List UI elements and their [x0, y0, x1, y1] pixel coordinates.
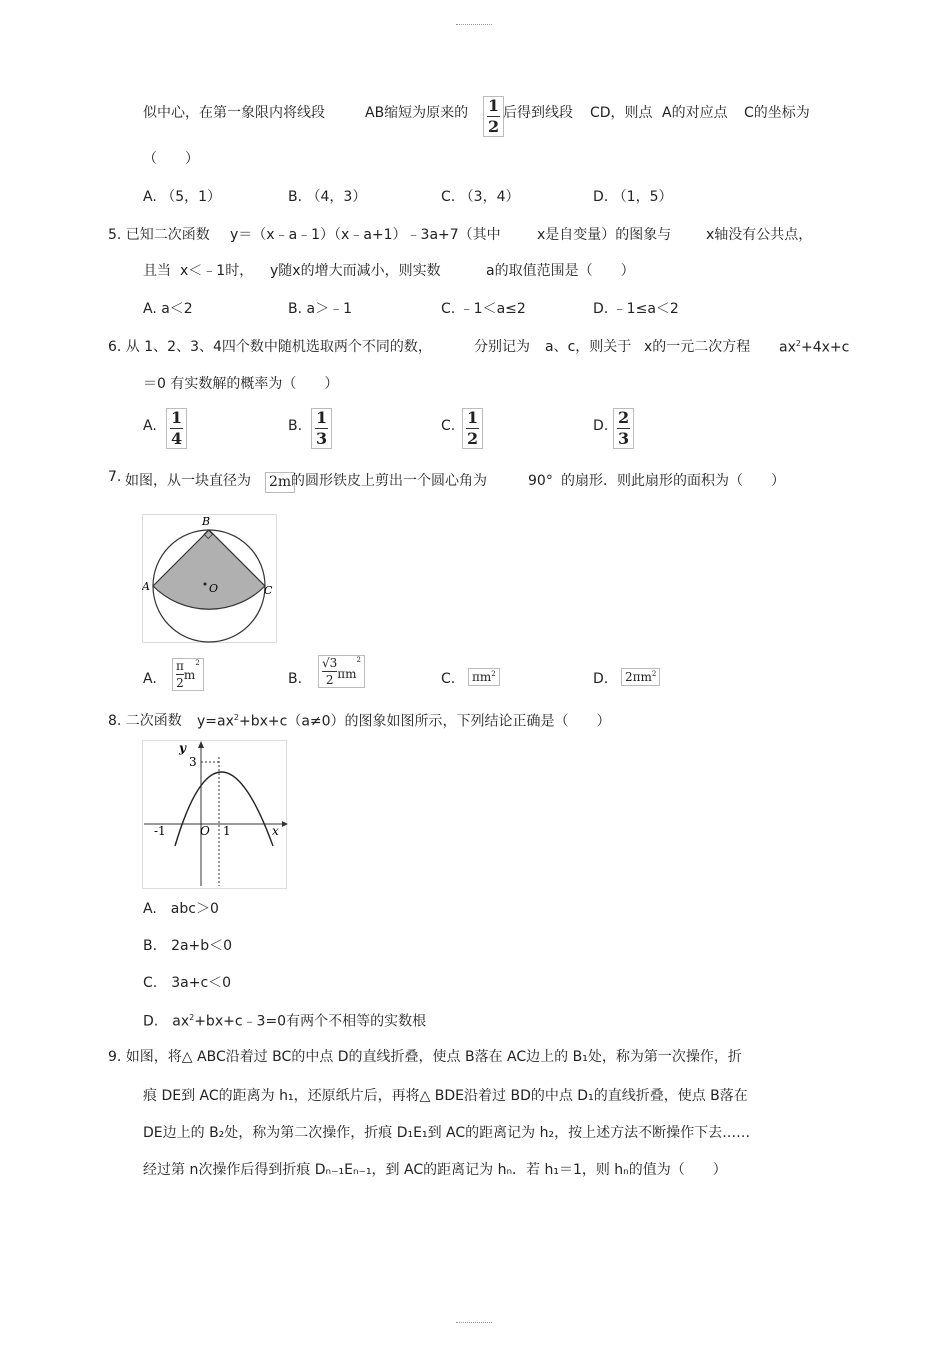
q4-half-num: 1 [488, 96, 500, 115]
q5-option-c: C. ﹣1＜a≤2 [441, 301, 526, 317]
q9-line2: 痕 DE到 AC的距离为 h₁，还原纸片后，再将△ BDE沿着过 BD的中点 D₁的直线折叠，使点 B落在 [143, 1088, 748, 1104]
q9-line1: 9. 如图，将△ ABC沿着过 BC的中点 D的直线折叠，使点 B落在 AC边上的 B₁处，称为第一次操作，折 [108, 1049, 742, 1065]
q7-option-c-sup: 2 [491, 670, 496, 678]
q7-option-a-label: A. [143, 671, 157, 687]
q6-line1-d: x的一元二次方程 [644, 339, 751, 355]
q8-label-one: 1 [223, 824, 231, 838]
q4-line1-b: AB缩短为原来的 [365, 105, 469, 121]
q8-line-a: 8. 二次函数 [108, 713, 182, 729]
q5-line2-c: y随x的增大而减小，则实数 [270, 263, 441, 279]
q6-option-b-label: B. [288, 418, 303, 434]
q8-option-a [143, 902, 219, 916]
footer-dots [456, 1322, 492, 1323]
q7-option-c-value [468, 668, 500, 686]
q6-option-d-den: 3 [618, 429, 630, 448]
q8-option-b [143, 939, 232, 953]
q8-line-b-pre: y=ax [197, 713, 234, 730]
q8-option-c-label: C. [143, 975, 158, 991]
q7-option-b-sup: 2 [356, 656, 362, 664]
q5-option-b: B. a＞﹣1 [288, 301, 352, 317]
q7-number: 7. [108, 469, 122, 485]
q7-option-b-num: √3 [322, 656, 338, 670]
q7-label-b: B [202, 515, 211, 528]
q6-eq-pre: ax [779, 339, 796, 356]
q7-line-c: 的扇形．则此扇形的面积为（ ） [561, 473, 785, 489]
q5-line2-a: 且当 [143, 263, 171, 279]
q5-line2-b: x＜﹣1时， [180, 263, 254, 279]
q6-eq-sup: 2 [795, 339, 801, 348]
q4-line1-c: 后得到线段 [503, 105, 573, 121]
q8-parabola-graph [142, 740, 288, 890]
q4-option-d: D. （1，5） [593, 189, 673, 205]
q8-option-b-text: 2a+b＜0 [171, 938, 233, 954]
q8-line-b-sup: 2 [233, 713, 239, 722]
q7-option-d-label: D. [593, 671, 609, 687]
header-dots [456, 24, 492, 25]
q8-option-a-text: abc＞0 [170, 901, 219, 917]
q7-option-b-value [318, 655, 365, 688]
q6-option-a-num: 1 [171, 408, 183, 427]
q7-option-a-unit: m [183, 668, 196, 682]
q7-label-c: C [264, 584, 273, 597]
q5-option-a: A. a＜2 [143, 301, 193, 317]
q6-line1-c: a、c，则关于 [545, 339, 632, 355]
q8-option-c [143, 976, 231, 990]
q7-label-a: A [142, 580, 150, 593]
q6-line2: ＝0 有实数解的概率为（ ） [143, 376, 339, 392]
q8-label-o: O [200, 824, 210, 838]
q7-option-d-text: 2πm [625, 670, 652, 684]
q7-option-b-den: 2 [325, 673, 334, 687]
q7-angle: 90° [528, 473, 553, 489]
q4-half-den: 2 [488, 117, 500, 136]
q8-option-d-sup: 2 [189, 1013, 195, 1022]
q8-option-b-label: B. [143, 938, 158, 954]
q6-eq-post: +4x+c [800, 339, 850, 356]
q8-option-c-text: 3a+c＜0 [171, 975, 232, 991]
q8-label-y: y [179, 741, 186, 755]
q7-option-d-sup: 2 [651, 670, 657, 678]
q8-option-d [143, 1014, 426, 1029]
q7-sector [153, 530, 265, 609]
q6-option-a-den: 4 [171, 429, 183, 448]
q4-line1-e: A的对应点 [662, 105, 728, 121]
q4-line1-a: 似中心，在第一象限内将线段 [143, 105, 325, 121]
q6-option-a-label: A. [143, 418, 157, 434]
q4-paren: （ ） [143, 151, 199, 167]
q7-line-a: 如图，从一块直径为 [125, 473, 251, 489]
q9-line3: DE边上的 B₂处，称为第二次操作，折痕 D₁E₁到 AC的距离记为 h₂，按上述方法不断操作下去…… [143, 1125, 751, 1141]
q8-line-b [197, 714, 611, 729]
q8-label-three: 3 [189, 755, 197, 769]
q7-option-a-num: π [176, 659, 184, 673]
q7-sector-figure [142, 514, 278, 644]
q6-option-d-label: D. [593, 418, 609, 434]
q8-line-b-post: +bx+c（a≠0）的图象如图所示，下列结论正确是（ ） [238, 713, 611, 730]
q8-graph-frame [143, 741, 287, 889]
q5-line1-c: x是自变量）的图象与 [537, 227, 672, 243]
q8-option-d-post: +bx+c﹣3=0有两个不相等的实数根 [194, 1013, 427, 1030]
q7-option-c-label: C. [441, 671, 456, 687]
q7-label-o: O [209, 582, 219, 595]
q6-option-c-num: 1 [467, 408, 479, 427]
q6-option-a-fraction [166, 408, 187, 449]
q7-option-b-unit: πm [337, 667, 357, 681]
q4-half-fraction [483, 96, 504, 137]
q6-line1-a: 6. 从 1、2、3、4四个数中随机选取两个不同的数， [108, 339, 432, 355]
q6-option-c-den: 2 [467, 429, 479, 448]
q5-line1-b: y＝（x﹣a﹣1）（x﹣a+1）﹣3a+7（其中 [230, 227, 501, 243]
q4-option-c: C. （3，4） [441, 189, 520, 205]
q4-line1-d: CD，则点 [590, 105, 653, 121]
q7-option-a-value [172, 658, 204, 691]
q8-option-a-label: A. [143, 901, 157, 917]
q6-option-b-den: 3 [316, 429, 328, 448]
q6-option-d-num: 2 [618, 408, 630, 427]
q4-option-b: B. （4，3） [288, 189, 367, 205]
q5-line1-a: 5. 已知二次函数 [108, 227, 210, 243]
q8-label-x: x [272, 824, 279, 838]
q6-equation [779, 340, 849, 355]
q7-line-b: 的圆形铁皮上剪出一个圆心角为 [291, 473, 487, 489]
q7-center-dot [204, 583, 207, 586]
q7-option-c-text: πm [472, 670, 492, 684]
q7-option-a-den: 2 [176, 676, 184, 690]
q6-option-c-label: C. [441, 418, 456, 434]
q6-option-b-fraction [311, 408, 332, 449]
q6-option-d-fraction [613, 408, 634, 449]
q8-x-axis-arrow [282, 821, 288, 827]
q6-option-c-fraction [462, 408, 483, 449]
q4-line1-f: C的坐标为 [744, 105, 810, 121]
q5-option-d: D. ﹣1≤a＜2 [593, 301, 679, 317]
q8-option-d-label: D. [143, 1013, 159, 1030]
q7-option-d-value [621, 668, 660, 686]
q6-option-b-num: 1 [316, 408, 328, 427]
q5-line2-d: a的取值范围是（ ） [486, 263, 635, 279]
q8-y-axis-arrow [198, 741, 204, 748]
q4-option-a: A. （5，1） [143, 189, 222, 205]
q7-option-b-label: B. [288, 671, 303, 687]
q8-option-d-pre: ax [172, 1013, 190, 1030]
q7-diameter: 2m [265, 472, 295, 493]
q9-line4: 经过第 n次操作后得到折痕 Dₙ₋₁Eₙ₋₁，到 AC的距离记为 hₙ．若 h₁＝1，则 hₙ的值为（ ） [143, 1162, 727, 1178]
q6-line1-b: 分别记为 [474, 339, 530, 355]
q5-line1-d: x轴没有公共点， [706, 227, 813, 243]
q8-label-neg1: -1 [154, 824, 166, 838]
q7-option-a-sup: 2 [195, 659, 200, 667]
